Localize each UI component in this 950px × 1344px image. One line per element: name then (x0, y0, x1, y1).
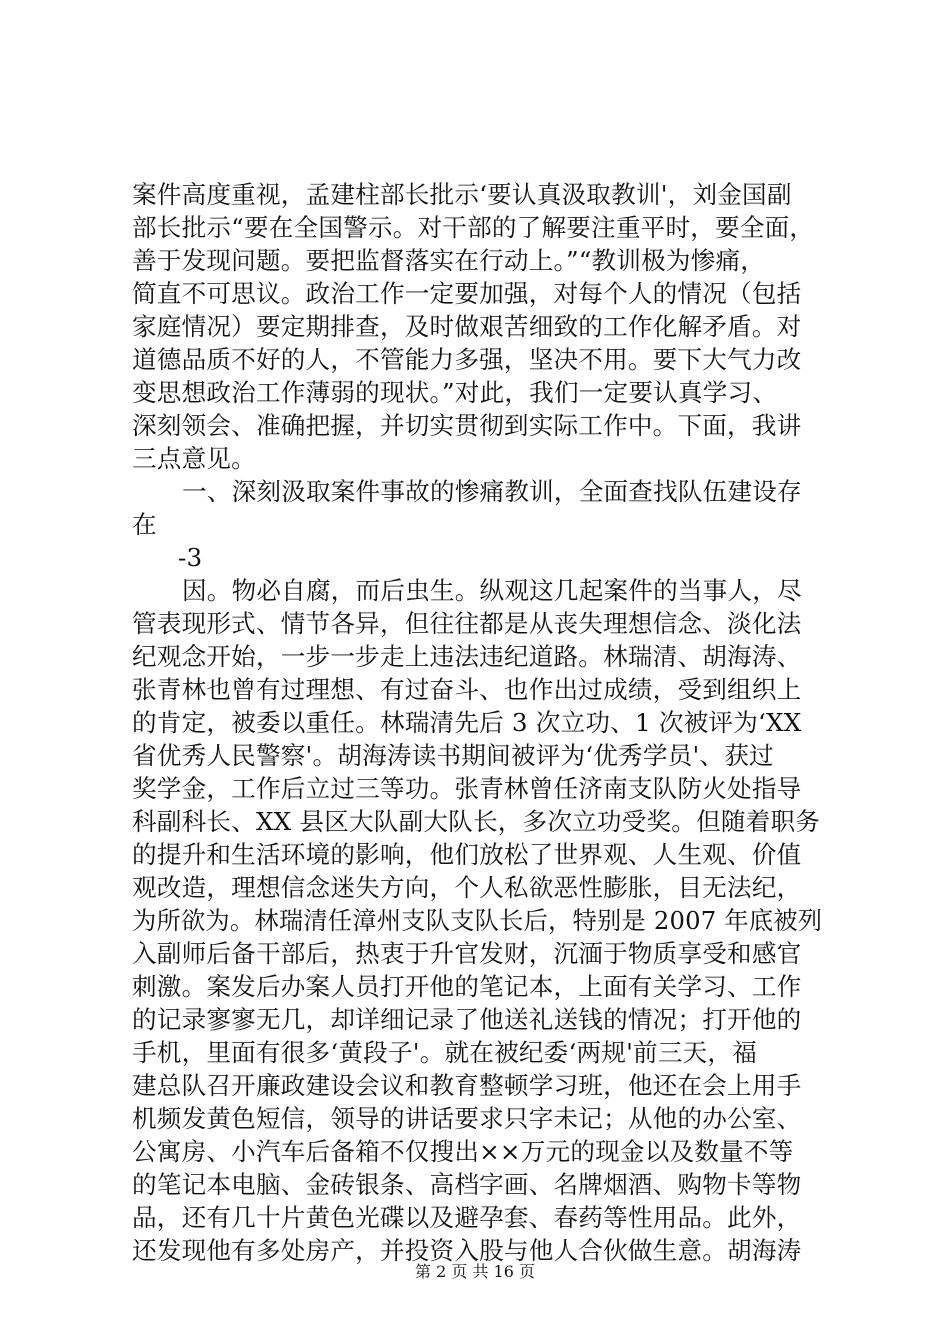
text-line: 建总队召开廉政建设会议和教育整顿学习班，他还在会上用手 (132, 1071, 802, 1100)
page-footer: 第 2 页 共 16 页 (415, 1262, 535, 1281)
text-line: 品，还有几十片黄色光碟以及避孕套、春药等性用品。此外， (132, 1203, 802, 1232)
text-line: 部长批示“要在全国警示。对干部的了解要注重平时，要全面， (132, 213, 815, 242)
text-line: 简直不可思议。政治工作一定要加强，对每个人的情况（包括 (132, 279, 802, 308)
text-line: 三点意见。 (132, 444, 256, 473)
text-line: 刺激。案发后办案人员打开他的笔记本，上面有关学习、工作 (132, 972, 802, 1001)
text-line: 管表现形式、情节各异，但往往都是从丧失理想信念、淡化法 (132, 609, 802, 638)
text-line: 机频发黄色短信，领导的讲话要求只字未记；从他的办公室、 (132, 1104, 802, 1133)
text-line: 省优秀人民警察'。胡海涛读书期间被评为‘优秀学员'、获过 (132, 741, 774, 770)
text-line: 在 (132, 510, 157, 539)
text-line: 道德品质不好的人，不管能力多强，坚决不用。要下大气力改 (132, 345, 802, 374)
text-line: 入副师后备干部后，热衷于升官发财，沉湎于物质享受和感官 (132, 939, 802, 968)
text-line: 案件高度重视，孟建柱部长批示‘要认真汲取教训'，刘金国副 (132, 180, 792, 209)
section-heading: 一、深刻汲取案件事故的惨痛教训，全面查找队伍建设存 (182, 477, 802, 506)
text-line: 的提升和生活环境的影响，他们放松了世界观、人生观、价值 (132, 840, 802, 869)
text-line: 的笔记本电脑、金砖银条、高档字画、名牌烟酒、购物卡等物 (132, 1170, 802, 1199)
text-line: 奖学金，工作后立过三等功。张青林曾任济南支队防火处指导 (132, 774, 802, 803)
page-marker: -3 (178, 543, 203, 572)
text-line: 观改造，理想信念迷失方向，个人私欲恶性膨胀，目无法纪， (132, 873, 802, 902)
text-line: 变思想政治工作薄弱的现状。”对此，我们一定要认真学习、 (132, 378, 778, 407)
text-line: 公寓房、小汽车后备箱不仅搜出××万元的现金以及数量不等 (132, 1137, 794, 1166)
text-line: 纪观念开始，一步一步走上违法违纪道路。林瑞清、胡海涛、 (132, 642, 802, 671)
text-line: 的记录寥寥无几，却详细记录了他送礼送钱的情况；打开他的 (132, 1005, 802, 1034)
text-line: 家庭情况）要定期排查，及时做艰苦细致的工作化解矛盾。对 (132, 312, 802, 341)
text-line: 因。物必自腐，而后虫生。纵观这几起案件的当事人，尽 (182, 576, 802, 605)
text-line: 为所欲为。林瑞清任漳州支队支队长后，特别是 2007 年底被列 (132, 906, 823, 935)
text-line: 的肯定，被委以重任。林瑞清先后 3 次立功、1 次被评为‘XX (132, 708, 802, 737)
text-line: 科副科长、XX 县区大队副大队长，多次立功受奖。但随着职务 (132, 807, 821, 836)
text-line: 手机，里面有很多‘黄段子'。就在被纪委‘两规'前三天，福 (132, 1038, 758, 1067)
text-line: 善于发现问题。要把监督落实在行动上。”“教训极为惨痛， (132, 246, 766, 275)
text-line: 张青林也曾有过理想、有过奋斗、也作出过成绩，受到组织上 (132, 675, 802, 704)
text-line: 深刻领会、准确把握，并切实贯彻到实际工作中。下面，我讲 (132, 411, 802, 440)
text-line: 还发现他有多处房产，并投资入股与他人合伙做生意。胡海涛 (132, 1236, 802, 1265)
